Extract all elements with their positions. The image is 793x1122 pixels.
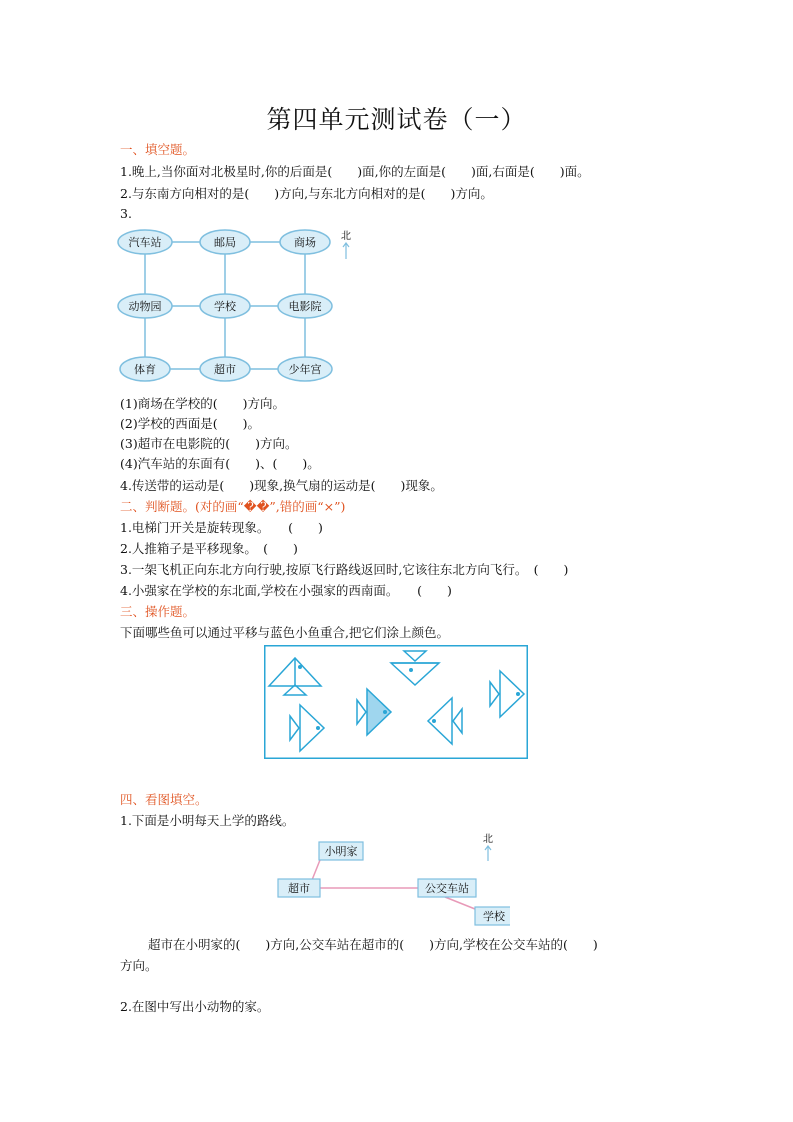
- question-fill-3: 3.: [120, 206, 132, 221]
- question-3-2: (2)学校的西面是( )。: [120, 416, 260, 431]
- question-3-4: (4)汽车站的东面有( )、( )。: [120, 456, 320, 471]
- direction-map: [112, 222, 372, 387]
- map-label: 邮局: [214, 236, 236, 249]
- question-route-1: 1.下面是小明每天上学的路线。: [120, 813, 295, 828]
- question-3-1: (1)商场在学校的( )方向。: [120, 396, 285, 411]
- section-picture-heading: 四、看图填空。: [120, 792, 208, 807]
- map-label: 少年宫: [288, 363, 322, 376]
- route-answer-line-2: 方向。: [120, 958, 158, 973]
- map-label: 超市: [214, 363, 236, 376]
- page-title: 第四单元测试卷（一）: [266, 105, 527, 134]
- section-fill-heading: 一、填空题。: [120, 142, 196, 157]
- question-fill-4: 4.传送带的运动是( )现象,换气扇的运动是( )现象。: [120, 478, 443, 493]
- operation-instruction: 下面哪些鱼可以通过平移与蓝色小鱼重合,把它们涂上颜色。: [120, 625, 449, 640]
- question-3-3: (3)超市在电影院的( )方向。: [120, 436, 298, 451]
- fish-panel: [264, 645, 528, 759]
- route-school-label: 学校: [483, 910, 505, 923]
- route-north-label: 北: [483, 834, 493, 845]
- section-judge-heading: 二、判断题。(对的画“��”,错的画“×”): [120, 499, 346, 514]
- question-judge-4: 4.小强家在学校的东北面,学校在小强家的西南面。 ( ): [120, 583, 452, 598]
- map-label: 动物园: [128, 300, 162, 313]
- question-fill-1: 1.晚上,当你面对北极星时,你的后面是( )面,你的左面是( )面,右面是( )面。: [120, 164, 590, 179]
- north-arrow-icon: [343, 243, 349, 259]
- question-route-2: 2.在图中写出小动物的家。: [120, 999, 270, 1014]
- route-answer-line-1: 超市在小明家的( )方向,公交车站在超市的( )方向,学校在公交车站的( ): [148, 937, 598, 952]
- section-operation-heading: 三、操作题。: [120, 604, 196, 619]
- question-judge-3: 3.一架飞机正向东北方向行驶,按原飞行路线返回时,它该往东北方向飞行。 ( ): [120, 562, 569, 577]
- route-bus-label: 公交车站: [425, 882, 469, 895]
- route-home-label: 小明家: [324, 845, 358, 858]
- route-diagram: [270, 830, 510, 930]
- north-label: 北: [341, 231, 351, 242]
- question-fill-2: 2.与东南方向相对的是( )方向,与东北方向相对的是( )方向。: [120, 186, 493, 201]
- question-judge-1: 1.电梯门开关是旋转现象。 ( ): [120, 520, 323, 535]
- map-label: 体育: [134, 363, 156, 376]
- route-market-label: 超市: [288, 882, 310, 895]
- map-label: 商场: [294, 236, 316, 249]
- map-label: 电影院: [288, 300, 322, 313]
- map-label: 汽车站: [128, 236, 162, 249]
- route-north-arrow-icon: [485, 846, 491, 861]
- question-judge-2: 2.人推箱子是平移现象。 ( ): [120, 541, 298, 556]
- map-label: 学校: [214, 300, 236, 313]
